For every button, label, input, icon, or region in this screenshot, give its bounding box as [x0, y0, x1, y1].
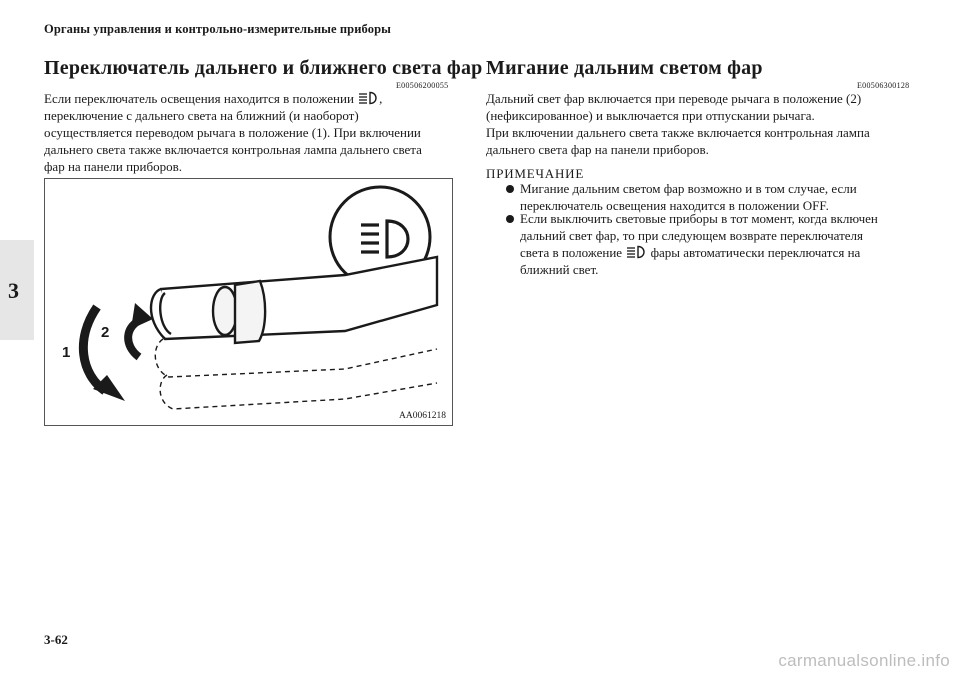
- position-label-2: 2: [101, 324, 110, 341]
- text-line: фары автоматически переключатся на: [650, 245, 861, 260]
- text-line: переключение с дальнего света на ближний (и наоборот): [44, 108, 359, 123]
- text-line: ближний свет.: [520, 262, 599, 277]
- text-line: Мигание дальним светом фар возможно и в том случае, если: [520, 181, 857, 196]
- text-line: При включении дальнего света также включается контрольная лампа: [486, 125, 870, 140]
- text-line: дальнего света также включается контрольная лампа дальнего света: [44, 142, 422, 157]
- text-line: дальнего света фар на панели приборов.: [486, 142, 709, 157]
- text-line: фар на панели приборов.: [44, 159, 182, 174]
- note-bullet-1: [520, 180, 857, 214]
- section-code: E00506200055: [396, 81, 449, 90]
- watermark: carmanualsonline.info: [778, 651, 950, 670]
- chapter-number: 3: [8, 278, 19, 303]
- text-line: Если переключатель освещения находится в положении: [44, 91, 354, 106]
- high-beam-flash-text: [486, 90, 870, 158]
- text-line: (нефиксированное) и выключается при отпускании рычага.: [486, 108, 815, 123]
- headlight-switch-text: [44, 90, 422, 175]
- bullet-dot: [506, 185, 514, 193]
- figure-code: AA0061218: [399, 411, 446, 421]
- text-line: осуществляется переводом рычага в положение (1). При включении: [44, 125, 421, 140]
- note-bullet-2: [520, 210, 878, 278]
- note-title: ПРИМЕЧАНИЕ: [486, 166, 585, 181]
- section-code: E00506300128: [857, 81, 910, 90]
- lever-diagram: [45, 179, 454, 427]
- text-line: дальний свет фар, то при следующем возврате переключателя: [520, 228, 863, 243]
- lever-shape: [151, 257, 437, 343]
- text-line: переключатель освещения находится в положении OFF.: [520, 198, 829, 213]
- page-number: 3-62: [44, 632, 68, 647]
- running-header: Органы управления и контрольно-измерительные приборы: [44, 22, 391, 36]
- text-line: Дальний свет фар включается при переводе рычага в положение (2): [486, 91, 862, 106]
- high-beam-icon: [625, 245, 647, 259]
- section-title-headlight-switch: Переключатель дальнего и ближнего света фар: [44, 57, 483, 79]
- text-line: света в положение: [520, 245, 623, 260]
- bullet-dot: [506, 215, 514, 223]
- section-title-high-beam-flash: Мигание дальним светом фар: [486, 57, 763, 79]
- text-line: Если выключить световые приборы в тот момент, когда включен: [520, 211, 878, 226]
- lever-illustration: [44, 178, 453, 426]
- high-beam-icon: [357, 91, 379, 105]
- position-label-1: 1: [62, 344, 71, 361]
- text-line: ,: [379, 91, 383, 106]
